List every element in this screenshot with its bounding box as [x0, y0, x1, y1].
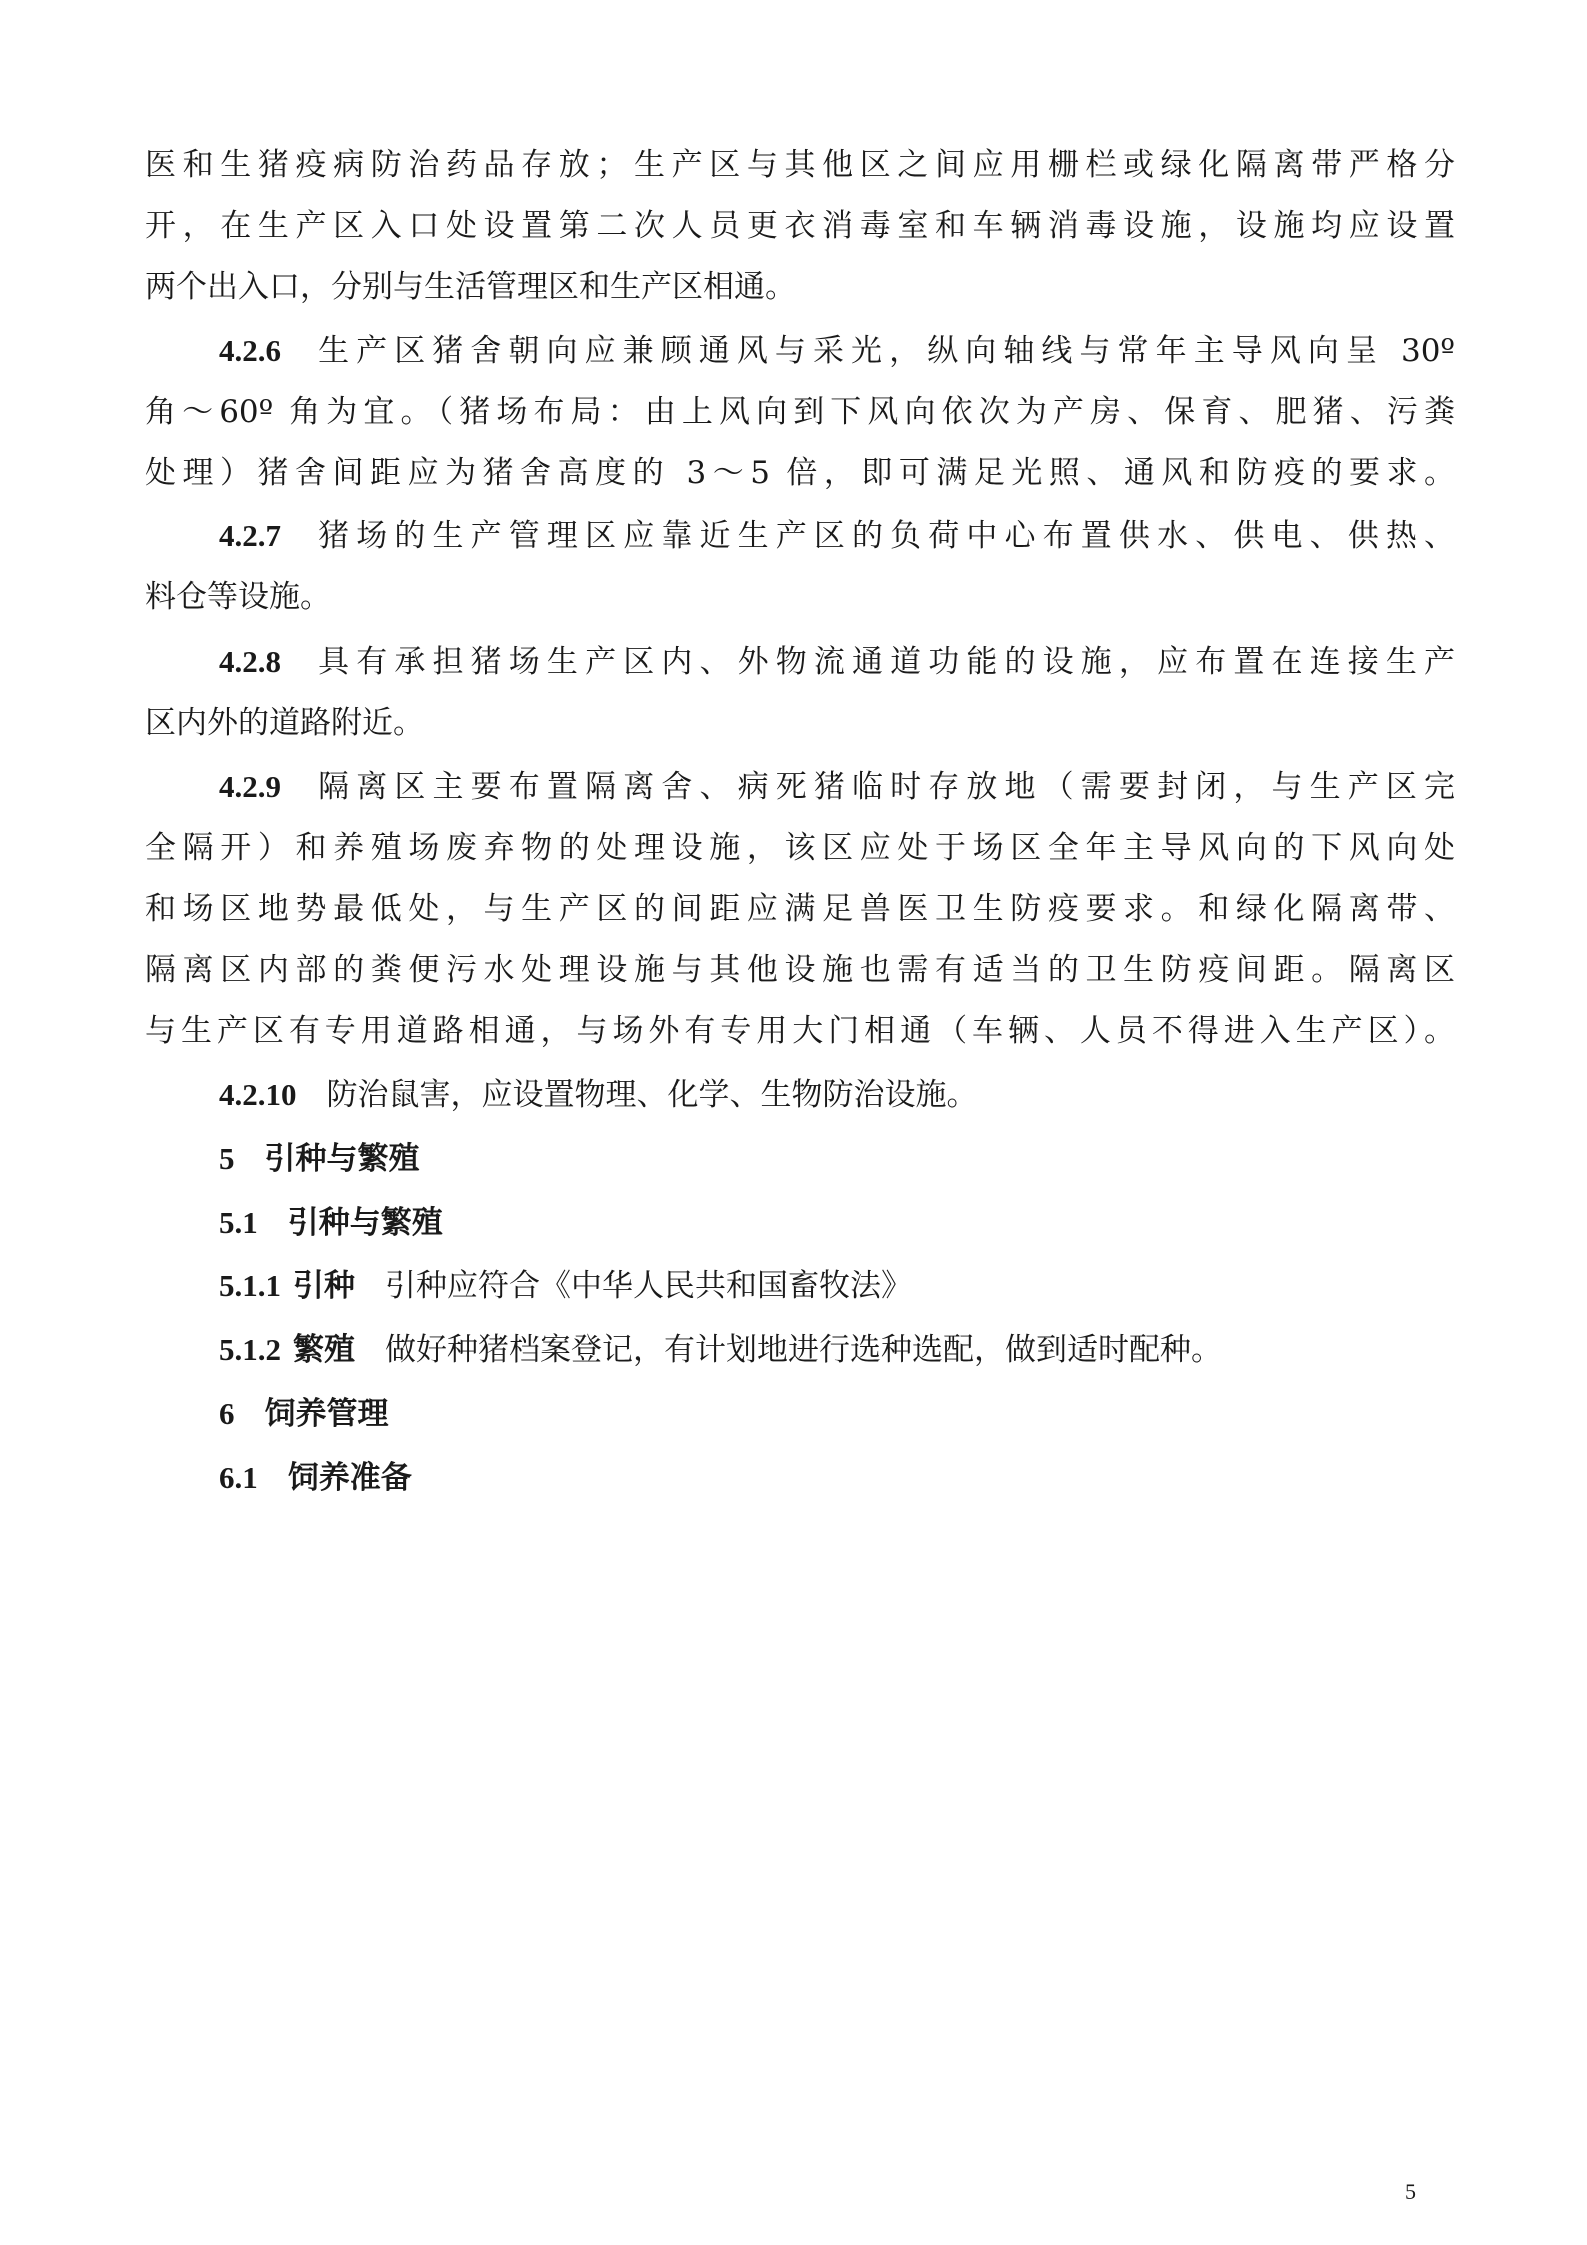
page-number: 5: [1405, 2179, 1416, 2204]
paragraph-line: 医和生猪疫病防治药品存放；生产区与其他区之间应用栅栏或绿化隔离带严格分: [145, 147, 1455, 183]
section-heading-6: [219, 1394, 1455, 1434]
section-heading-6-1: [219, 1458, 1455, 1498]
clause-4-2-8-first-line: [219, 642, 1455, 682]
section-number: 5.1: [219, 1205, 258, 1240]
paragraph-line: 全隔开）和养殖场废弃物的处理设施，该区应处于场区全年主导风向的下风向处: [145, 830, 1455, 866]
clause-4-2-9-first-line: [219, 767, 1455, 807]
clause-text: 隔离区主要布置隔离舍、病死猪临时存放地（需要封闭，与生产区完: [311, 769, 1455, 805]
clause-number: 4.2.6: [219, 333, 281, 368]
section-heading-5-1: [219, 1203, 1455, 1243]
clause-4-2-10-line: [219, 1075, 1455, 1115]
clause-number: 4.2.10: [219, 1077, 297, 1112]
clause-text: 猪场的生产管理区应靠近生产区的负荷中心布置供水、供电、供热、: [311, 518, 1455, 554]
clause-4-2-6-first-line: [219, 331, 1455, 371]
paragraph-line: 隔离区内部的粪便污水处理设施与其他设施也需有适当的卫生防疫间距。隔离区: [145, 952, 1455, 988]
paragraph-line: 开，在生产区入口处设置第二次人员更衣消毒室和车辆消毒设施，设施均应设置: [145, 208, 1455, 244]
paragraph-line: 与生产区有专用道路相通，与场外有专用大门相通（车辆、人员不得进入生产区）。: [145, 1013, 1455, 1049]
paragraph-line: 区内外的道路附近。: [145, 705, 424, 741]
clause-number: 4.2.7: [219, 518, 281, 553]
paragraph-line: 处理）猪舍间距应为猪舍高度的 3～5 倍，即可满足光照、通风和防疫的要求。: [145, 455, 1455, 491]
clause-title: 引种: [293, 1268, 355, 1304]
paragraph-line: 两个出入口，分别与生活管理区和生产区相通。: [145, 269, 796, 305]
clause-number: 5.1.1: [219, 1268, 281, 1303]
section-heading-5: [219, 1139, 1455, 1179]
clause-title: 繁殖: [293, 1332, 355, 1368]
clause-text: 做好种猪档案登记，有计划地进行选种选配，做到适时配种。: [385, 1332, 1222, 1368]
section-title: 饲养管理: [264, 1396, 389, 1432]
clause-text: 生产区猪舍朝向应兼顾通风与采光，纵向轴线与常年主导风向呈 30º: [311, 333, 1455, 369]
paragraph-line: 角～60º 角为宜。（猪场布局：由上风向到下风向依次为产房、保育、肥猪、污粪: [145, 394, 1455, 430]
clause-number: 4.2.8: [219, 644, 281, 679]
clause-text: 具有承担猪场生产区内、外物流通道功能的设施，应布置在连接生产: [311, 644, 1455, 680]
section-number: 5: [219, 1141, 235, 1176]
clause-number: 5.1.2: [219, 1332, 281, 1367]
clause-4-2-7-first-line: [219, 516, 1455, 556]
clause-text: 引种应符合《中华人民共和国畜牧法》: [385, 1268, 912, 1304]
paragraph-line: 料仓等设施。: [145, 579, 331, 615]
section-number: 6.1: [219, 1460, 258, 1495]
clause-text: 防治鼠害，应设置物理、化学、生物防治设施。: [326, 1077, 978, 1113]
clause-5-1-2: [219, 1330, 1455, 1370]
clause-5-1-1: [219, 1266, 1455, 1306]
section-title: 饲养准备: [287, 1460, 412, 1496]
section-number: 6: [219, 1396, 235, 1431]
section-title: 引种与繁殖: [264, 1141, 420, 1177]
section-title: 引种与繁殖: [287, 1205, 443, 1241]
clause-number: 4.2.9: [219, 769, 281, 804]
paragraph-line: 和场区地势最低处，与生产区的间距应满足兽医卫生防疫要求。和绿化隔离带、: [145, 891, 1455, 927]
